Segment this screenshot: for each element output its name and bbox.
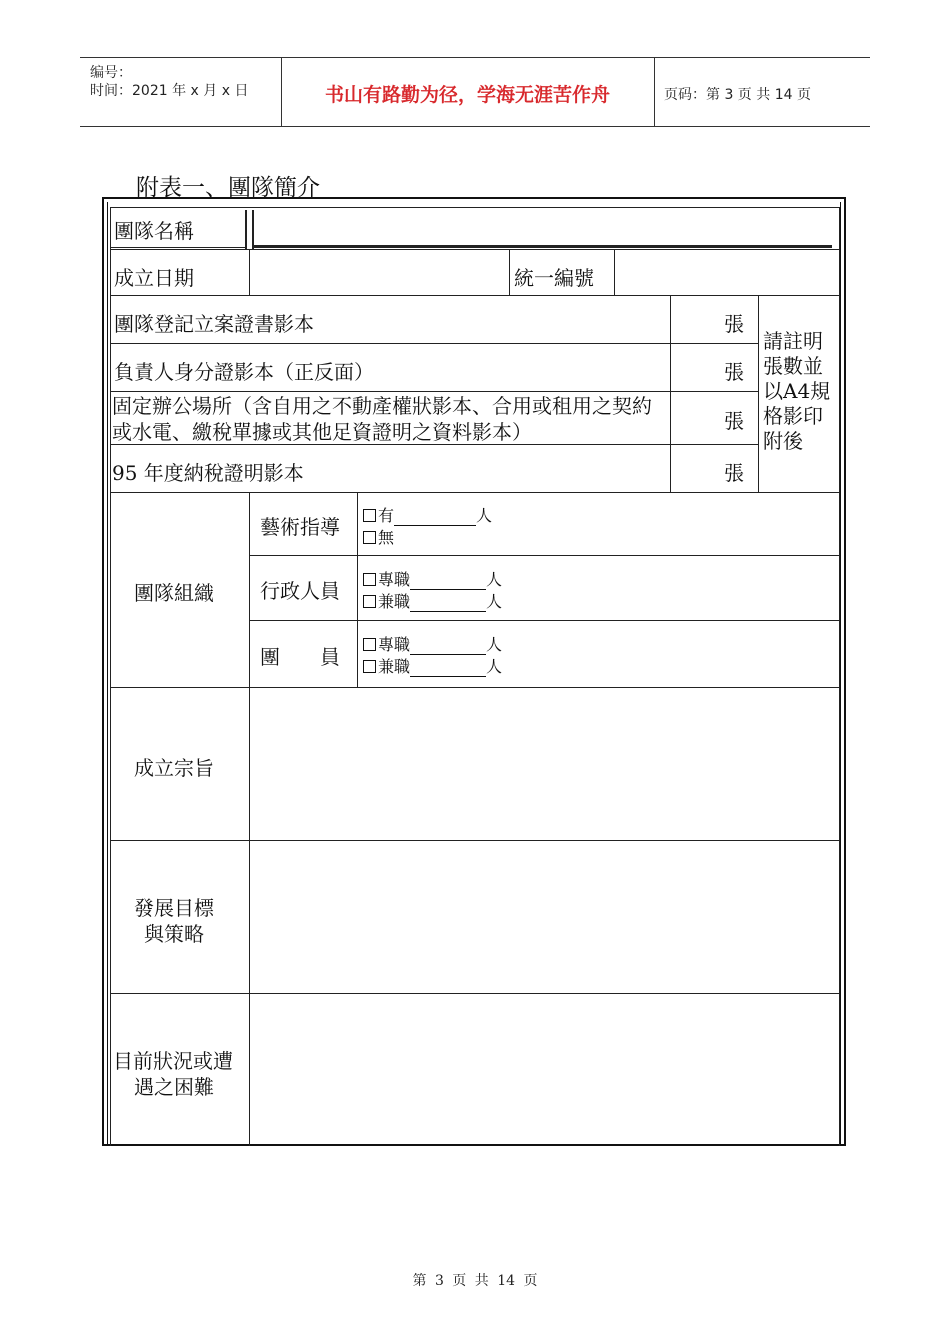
goals-field[interactable] <box>252 843 837 991</box>
checkbox[interactable] <box>363 660 376 673</box>
count-blank[interactable] <box>410 662 486 677</box>
col-line <box>110 249 111 687</box>
unified-number-field[interactable] <box>617 252 836 292</box>
count-blank[interactable] <box>410 640 486 655</box>
row-line <box>110 993 840 994</box>
header-page-cell <box>654 58 870 126</box>
art-director-label: 藝術指導 <box>260 515 340 539</box>
col-line <box>614 249 615 296</box>
admin-staff-label: 行政人員 <box>260 579 340 603</box>
status-label-line1: 目前狀況或遭 <box>113 1049 233 1073</box>
row-line <box>110 207 840 208</box>
col-line <box>249 249 250 296</box>
row-line <box>252 245 832 248</box>
col-line <box>252 210 254 249</box>
attachment-unit: 張 <box>724 409 744 433</box>
member-label: 團 員 <box>260 645 340 669</box>
checkbox[interactable] <box>363 573 376 586</box>
row-line <box>110 343 759 344</box>
art-director-no-option[interactable]: 無 <box>363 525 394 548</box>
col-line <box>249 492 250 1146</box>
col-line <box>670 295 671 493</box>
attachment-label: 固定辦公場所（含自用之不動產權狀影本、合用或租用之契約或水電、繳稅單據或其他足資證明之資料影本） <box>112 394 652 444</box>
time-label: 时间：2021 年 x 月 x 日 <box>90 83 249 99</box>
code-label: 编号： <box>90 65 132 81</box>
count-blank[interactable] <box>410 597 486 612</box>
header-meta-cell <box>80 58 282 126</box>
admin-full-time-option[interactable]: 專職 人 <box>363 567 502 590</box>
form-title: 附表一、團隊簡介 <box>136 175 320 201</box>
col-line <box>839 687 840 1146</box>
attachment-label: 負責人身分證影本（正反面） <box>114 360 374 384</box>
col-line <box>357 492 358 687</box>
member-full-time-option[interactable]: 專職 人 <box>363 632 502 655</box>
row-line <box>249 620 840 621</box>
checkbox[interactable] <box>363 531 376 544</box>
count-blank[interactable] <box>410 575 486 590</box>
team-name-label: 團隊名稱 <box>114 219 194 243</box>
page-number-label: 页码：第 3 页 共 14 页 <box>664 87 811 103</box>
col-line <box>245 210 247 249</box>
header-motto-cell <box>281 58 655 126</box>
page-footer: 第 3 页 共 14 页 <box>412 1273 538 1289</box>
team-organization-label: 團隊組織 <box>134 581 214 605</box>
attachment-unit: 張 <box>724 461 744 485</box>
motto: 书山有路勤为径，学海无涯苦作舟 <box>324 84 610 106</box>
purpose-label: 成立宗旨 <box>134 756 214 780</box>
attachment-note: 請註明張數並以A4規格影印附後 <box>763 329 831 453</box>
row-line <box>110 295 840 296</box>
status-field[interactable] <box>252 996 837 1144</box>
goals-label-line2: 與策略 <box>144 922 204 946</box>
attachment-unit: 張 <box>724 360 744 384</box>
row-line <box>110 391 759 392</box>
page-header <box>80 57 870 127</box>
unified-number-label: 統一編號 <box>514 266 594 290</box>
col-line <box>110 687 111 1146</box>
attachment-label: 團隊登記立案證書影本 <box>114 312 314 336</box>
row-line <box>110 247 246 248</box>
row-line <box>249 555 840 556</box>
admin-part-time-option[interactable]: 兼職 人 <box>363 589 502 612</box>
purpose-field[interactable] <box>252 690 837 838</box>
count-blank[interactable] <box>394 511 476 526</box>
col-line <box>509 249 510 296</box>
founding-date-field[interactable] <box>252 252 506 292</box>
col-line <box>758 295 759 493</box>
goals-label-line1: 發展目標 <box>134 896 214 920</box>
checkbox[interactable] <box>363 509 376 522</box>
team-name-field[interactable] <box>256 211 831 243</box>
col-line <box>839 207 840 687</box>
attachment-label: 95 年度納稅證明影本 <box>112 461 304 485</box>
row-line <box>110 249 840 250</box>
member-part-time-option[interactable]: 兼職 人 <box>363 654 502 677</box>
status-label-line2: 遇之困難 <box>134 1075 214 1099</box>
founding-date-label: 成立日期 <box>114 266 194 290</box>
checkbox[interactable] <box>363 595 376 608</box>
art-director-yes-option[interactable]: 有 人 <box>363 503 492 526</box>
checkbox[interactable] <box>363 638 376 651</box>
row-line <box>110 840 840 841</box>
col-line <box>110 207 111 249</box>
attachment-unit: 張 <box>724 312 744 336</box>
row-line <box>110 492 840 493</box>
row-line <box>110 687 840 688</box>
